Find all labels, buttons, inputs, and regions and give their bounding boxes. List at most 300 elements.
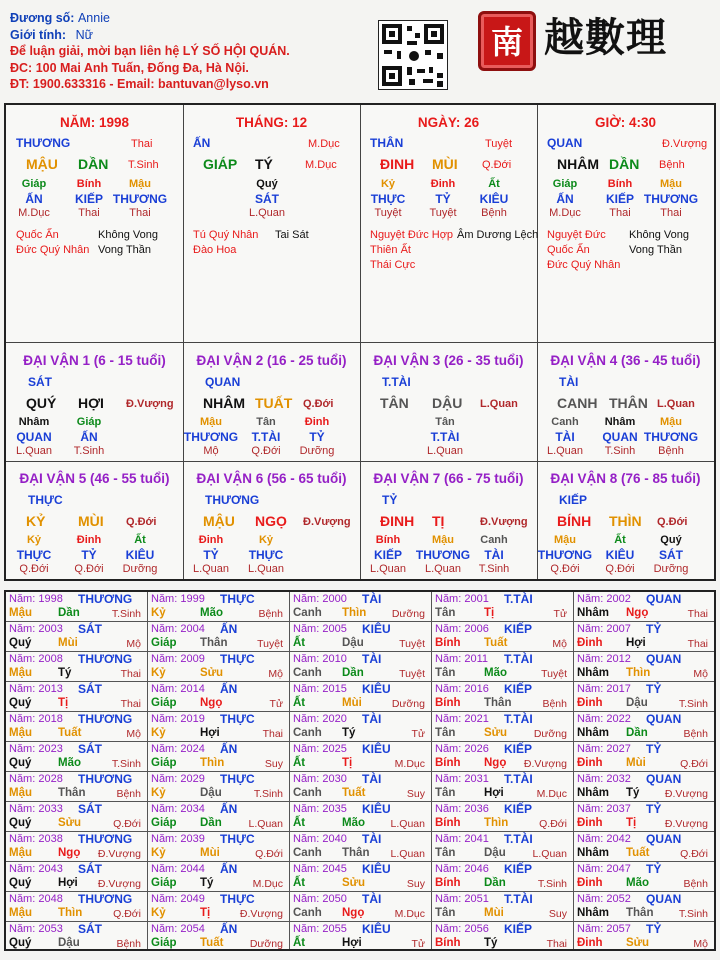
year-state: M.Dục bbox=[394, 758, 425, 770]
dai-van-star: THỰC bbox=[28, 493, 63, 507]
year-state: Dưỡng bbox=[249, 938, 283, 950]
year-star: QUAN bbox=[646, 652, 682, 666]
hidden-can: Mậu bbox=[660, 178, 682, 190]
dai-van-title: ĐẠI VẬN 8 (76 - 85 tuổi) bbox=[550, 471, 701, 486]
year-label: Năm: 2050 bbox=[293, 893, 347, 905]
brand-logo-text: 越數理 bbox=[544, 14, 667, 61]
year-chi: Sửu bbox=[484, 727, 508, 739]
year-star: QUAN bbox=[646, 892, 682, 906]
year-label: Năm: 2044 bbox=[151, 863, 205, 875]
year-star: T.TÀI bbox=[504, 712, 533, 726]
year-chi: Tị bbox=[484, 607, 495, 619]
year-cell bbox=[574, 592, 714, 622]
year-label: Năm: 2021 bbox=[435, 713, 489, 725]
dai-van-hidden-state: T.Sinh bbox=[73, 445, 105, 457]
dai-van-can: QUÝ bbox=[26, 395, 57, 411]
dai-van-title: ĐẠI VẬN 2 (16 - 25 tuổi) bbox=[196, 353, 347, 368]
year-star: QUAN bbox=[646, 592, 682, 606]
hidden-star: KIẾP bbox=[74, 192, 104, 206]
year-can: Mậu bbox=[9, 607, 32, 619]
year-cell bbox=[432, 652, 574, 682]
dai-van-phase: Đ.Vượng bbox=[303, 516, 351, 528]
hidden-can: Ất bbox=[488, 178, 500, 190]
year-can: Đinh bbox=[577, 757, 603, 769]
pillar-note-left: Nguyệt Đức Hợp bbox=[370, 229, 454, 241]
year-can: Ất bbox=[293, 757, 306, 769]
year-chi: Thân bbox=[200, 637, 228, 649]
dai-van-can: CANH bbox=[557, 395, 598, 411]
year-can: Canh bbox=[293, 787, 322, 799]
year-chi: Tị bbox=[626, 817, 637, 829]
year-chi: Thân bbox=[484, 697, 512, 709]
pillar-note-right: Vong Thần bbox=[629, 244, 683, 256]
year-chi: Mão bbox=[58, 757, 81, 769]
year-can: Bính bbox=[435, 697, 461, 709]
year-state: T.Sinh bbox=[678, 698, 708, 710]
pillar-can: ĐINH bbox=[380, 156, 415, 172]
year-can: Mậu bbox=[9, 787, 32, 799]
dai-van-hidden-can: Mậu bbox=[660, 416, 682, 428]
year-cell bbox=[574, 652, 714, 682]
year-cell bbox=[432, 832, 574, 862]
year-star: TỶ bbox=[646, 622, 662, 636]
dai-van-hidden-star: T.TÀI bbox=[430, 430, 460, 444]
year-chi: Mùi bbox=[200, 847, 220, 859]
dai-van-hidden-state: Q.Đới bbox=[19, 563, 49, 575]
year-cell bbox=[290, 832, 432, 862]
dai-van-hidden-star: THƯƠNG bbox=[415, 548, 471, 562]
pillar-note-left: Thiên Ất bbox=[370, 244, 411, 256]
year-label: Năm: 2038 bbox=[9, 833, 63, 845]
dai-van-hidden-can: Giáp bbox=[76, 416, 102, 428]
dai-van-hidden-star: TỶ bbox=[309, 430, 325, 444]
dai-van-hidden-state: Q.Đới bbox=[74, 563, 104, 575]
year-can: Nhâm bbox=[577, 727, 609, 739]
contact-phone-email: ĐT: 1900.633316 - Email: bantuvan@lyso.vn bbox=[10, 77, 269, 91]
year-star: TÀI bbox=[362, 892, 382, 906]
dai-van-hidden-star: TỶ bbox=[81, 548, 97, 562]
year-chi: Thìn bbox=[58, 907, 83, 919]
year-chi: Thân bbox=[58, 787, 86, 799]
year-can: Bính bbox=[435, 937, 461, 949]
dai-van-hidden-state: L.Quan bbox=[247, 563, 285, 575]
year-can: Canh bbox=[293, 847, 322, 859]
year-chi: Dần bbox=[484, 877, 506, 889]
hidden-can: Mậu bbox=[129, 178, 151, 190]
year-state: L.Quan bbox=[248, 818, 283, 830]
dai-van-hidden-state: L.Quan bbox=[15, 445, 53, 457]
year-cell bbox=[290, 682, 432, 712]
year-state: Đ.Vượng bbox=[239, 908, 283, 920]
year-label: Năm: 2037 bbox=[577, 803, 631, 815]
year-label: Năm: 2026 bbox=[435, 743, 489, 755]
year-can: Bính bbox=[435, 877, 461, 889]
year-can: Nhâm bbox=[577, 787, 609, 799]
year-cell bbox=[432, 682, 574, 712]
year-star: THỰC bbox=[220, 892, 255, 906]
dai-van-phase: Q.Đới bbox=[303, 398, 334, 410]
year-cell bbox=[290, 592, 432, 622]
year-star: THỰC bbox=[220, 652, 255, 666]
year-cell bbox=[574, 802, 714, 832]
pillar-note-left: Đức Quý Nhân bbox=[547, 259, 621, 271]
year-state: Tuyệt bbox=[541, 668, 567, 680]
year-star: T.TÀI bbox=[504, 832, 533, 846]
year-star: ẤN bbox=[220, 742, 238, 756]
year-label: Năm: 2016 bbox=[435, 683, 489, 695]
hidden-star: THƯƠNG bbox=[112, 192, 168, 206]
year-star: KIẾP bbox=[504, 742, 533, 756]
pillar-note-left: Đức Quý Nhân bbox=[16, 244, 90, 256]
year-star: T.TÀI bbox=[504, 592, 533, 606]
dai-van-hidden-can: Nhâm bbox=[18, 416, 50, 428]
year-chi: Tuất bbox=[484, 637, 508, 649]
year-star: KIÊU bbox=[362, 802, 391, 816]
year-label: Năm: 2009 bbox=[151, 653, 205, 665]
hidden-state: Tuyệt bbox=[374, 207, 402, 219]
year-label: Năm: 1998 bbox=[9, 593, 63, 605]
year-cell bbox=[290, 892, 432, 922]
year-star: QUAN bbox=[646, 832, 682, 846]
hidden-star: KIẾP bbox=[605, 192, 635, 206]
year-star: ẤN bbox=[220, 622, 238, 636]
year-can: Mậu bbox=[9, 667, 32, 679]
year-cell bbox=[432, 892, 574, 922]
year-star: TỶ bbox=[646, 682, 662, 696]
year-state: M.Dục bbox=[252, 878, 283, 890]
hidden-can: Bính bbox=[607, 178, 633, 190]
year-state: Q.Đới bbox=[680, 848, 708, 860]
hidden-state: Thai bbox=[78, 207, 100, 219]
year-can: Kỷ bbox=[151, 667, 166, 679]
hidden-star: THỰC bbox=[370, 192, 406, 206]
year-cell bbox=[290, 862, 432, 892]
year-star: TÀI bbox=[362, 592, 382, 606]
hidden-state: Thai bbox=[609, 207, 631, 219]
year-chi: Tuất bbox=[58, 727, 82, 739]
year-cell bbox=[148, 712, 290, 742]
dai-van-hidden-can: Kỷ bbox=[26, 534, 42, 546]
pillar-note-right: Vong Thần bbox=[98, 244, 152, 256]
hidden-star: THƯƠNG bbox=[643, 192, 699, 206]
year-label: Năm: 2018 bbox=[9, 713, 63, 725]
year-cell bbox=[148, 742, 290, 772]
year-cell bbox=[574, 862, 714, 892]
year-label: Năm: 2004 bbox=[151, 623, 205, 635]
hidden-can: Đinh bbox=[430, 178, 456, 190]
year-can: Ất bbox=[293, 697, 306, 709]
pillar-can-star: THƯƠNG bbox=[16, 136, 71, 150]
dai-van-hidden-star: THỰC bbox=[248, 548, 284, 562]
year-star: SÁT bbox=[78, 862, 102, 876]
year-cell bbox=[148, 802, 290, 832]
dai-van-hidden-can: Ất bbox=[134, 534, 146, 546]
year-can: Đinh bbox=[577, 877, 603, 889]
year-chi: Tị bbox=[342, 757, 353, 769]
year-label: Năm: 2029 bbox=[151, 773, 205, 785]
dai-van-can: NHÂM bbox=[203, 395, 245, 411]
year-can: Quý bbox=[9, 877, 32, 889]
year-star: QUAN bbox=[646, 772, 682, 786]
year-star: THƯƠNG bbox=[78, 712, 133, 726]
year-can: Canh bbox=[293, 727, 322, 739]
dai-van-hidden-can: Canh bbox=[480, 534, 508, 546]
year-star: TỶ bbox=[646, 742, 662, 756]
gender-value: Nữ bbox=[75, 27, 93, 42]
year-cell bbox=[290, 742, 432, 772]
year-chi: Dậu bbox=[484, 847, 506, 859]
dai-van-hidden-can: Kỷ bbox=[258, 534, 274, 546]
annual-luck-table bbox=[4, 590, 716, 951]
year-chi: Tuất bbox=[200, 937, 224, 949]
year-state: Tử bbox=[269, 698, 283, 710]
pillar-can-star: THÂN bbox=[370, 136, 404, 150]
year-chi: Thìn bbox=[342, 607, 367, 619]
year-can: Ất bbox=[293, 637, 306, 649]
pillar-note-right: Âm Dương Lệch bbox=[457, 229, 539, 241]
year-chi: Tý bbox=[342, 727, 356, 739]
year-state: Tử bbox=[411, 728, 425, 740]
year-chi: Hợi bbox=[200, 727, 220, 739]
pillar-chi: TÝ bbox=[255, 156, 273, 172]
year-state: Q.Đới bbox=[539, 818, 567, 830]
dai-van-hidden-can: Bính bbox=[375, 534, 401, 546]
row-divider bbox=[6, 461, 714, 462]
year-chi: Dậu bbox=[342, 637, 364, 649]
year-chi: Dậu bbox=[58, 937, 80, 949]
year-label: Năm: 2031 bbox=[435, 773, 489, 785]
year-can: Canh bbox=[293, 667, 322, 679]
contact-address: ĐC: 100 Mai Anh Tuấn, Đống Đa, Hà Nội. bbox=[10, 60, 249, 75]
year-state: Tuyệt bbox=[257, 638, 283, 650]
year-chi: Tuất bbox=[626, 847, 650, 859]
year-can: Giáp bbox=[151, 757, 177, 769]
dai-van-star: QUAN bbox=[205, 375, 241, 389]
year-cell bbox=[290, 922, 432, 949]
year-label: Năm: 2025 bbox=[293, 743, 347, 755]
pillar-chi-star: Thai bbox=[131, 138, 153, 150]
year-label: Năm: 2005 bbox=[293, 623, 347, 635]
dai-van-hidden-star: SÁT bbox=[659, 548, 683, 562]
year-chi: Hợi bbox=[484, 787, 504, 799]
year-cell bbox=[6, 742, 148, 772]
year-can: Tân bbox=[435, 787, 456, 799]
pillar-title: NGÀY: 26 bbox=[417, 115, 480, 130]
dai-van-hidden-star: T.TÀI bbox=[251, 430, 281, 444]
year-star: TỶ bbox=[646, 862, 662, 876]
year-state: Q.Đới bbox=[113, 818, 141, 830]
dai-van-hidden-can: Canh bbox=[551, 416, 579, 428]
year-state: Bệnh bbox=[258, 608, 283, 620]
dai-van-phase: L.Quan bbox=[657, 398, 695, 410]
year-chi: Mão bbox=[484, 667, 507, 679]
year-label: Năm: 2007 bbox=[577, 623, 631, 635]
year-label: Năm: 2032 bbox=[577, 773, 631, 785]
year-cell bbox=[148, 652, 290, 682]
dai-van-can: ĐINH bbox=[380, 513, 415, 529]
dai-van-hidden-state: Bệnh bbox=[658, 445, 684, 457]
year-state: L.Quan bbox=[390, 818, 425, 830]
red-seal-logo: 南 bbox=[478, 11, 536, 71]
year-can: Quý bbox=[9, 757, 32, 769]
year-label: Năm: 2051 bbox=[435, 893, 489, 905]
year-star: THỰC bbox=[220, 712, 255, 726]
year-chi: Dậu bbox=[200, 787, 222, 799]
pillar-can-star: QUAN bbox=[547, 136, 583, 150]
year-state: T.Sinh bbox=[678, 908, 708, 920]
owner-label: Đương số: bbox=[10, 11, 75, 25]
year-can: Tân bbox=[435, 847, 456, 859]
dai-van-star: KIẾP bbox=[559, 493, 588, 507]
year-star: T.TÀI bbox=[504, 892, 533, 906]
year-chi: Sửu bbox=[58, 817, 82, 829]
year-can: Bính bbox=[435, 757, 461, 769]
year-can: Quý bbox=[9, 637, 32, 649]
dai-van-hidden-can: Tân bbox=[435, 416, 455, 428]
year-can: Canh bbox=[293, 907, 322, 919]
dai-van-chi: HỢI bbox=[78, 395, 104, 411]
dai-van-hidden-star: KIẾP bbox=[373, 548, 403, 562]
pillar-chi-phase: Q.Đới bbox=[482, 159, 512, 171]
dai-van-hidden-can: Tân bbox=[256, 416, 276, 428]
year-can: Ất bbox=[293, 937, 306, 949]
year-label: Năm: 2036 bbox=[435, 803, 489, 815]
year-chi: Ngọ bbox=[626, 607, 649, 619]
year-chi: Mão bbox=[626, 877, 649, 889]
dai-van-can: MẬU bbox=[203, 513, 235, 529]
year-chi: Mão bbox=[200, 607, 223, 619]
hidden-can: Quý bbox=[256, 178, 278, 190]
year-state: Dưỡng bbox=[533, 728, 567, 740]
year-label: Năm: 2013 bbox=[9, 683, 63, 695]
year-can: Đinh bbox=[577, 937, 603, 949]
year-label: Năm: 2030 bbox=[293, 773, 347, 785]
year-cell bbox=[6, 802, 148, 832]
year-state: Suy bbox=[548, 908, 567, 920]
year-state: Thai bbox=[120, 698, 141, 710]
pillar-chi-phase: M.Dục bbox=[305, 159, 337, 171]
year-cell bbox=[574, 772, 714, 802]
year-state: Thai bbox=[262, 728, 283, 740]
year-label: Năm: 2034 bbox=[151, 803, 205, 815]
year-cell bbox=[432, 802, 574, 832]
year-cell bbox=[148, 682, 290, 712]
year-state: Thai bbox=[546, 938, 567, 950]
year-cell bbox=[148, 772, 290, 802]
year-star: KIẾP bbox=[504, 922, 533, 936]
year-star: KIẾP bbox=[504, 802, 533, 816]
year-label: Năm: 2008 bbox=[9, 653, 63, 665]
dai-van-can: BÍNH bbox=[557, 513, 592, 529]
year-label: Năm: 2006 bbox=[435, 623, 489, 635]
year-state: Dưỡng bbox=[391, 698, 425, 710]
year-star: KIẾP bbox=[504, 682, 533, 696]
year-can: Kỷ bbox=[151, 907, 166, 919]
year-label: Năm: 2011 bbox=[435, 653, 488, 665]
year-label: Năm: 2052 bbox=[577, 893, 631, 905]
year-star: THƯƠNG bbox=[78, 892, 133, 906]
pillar-can-star: ẤN bbox=[193, 136, 211, 150]
dai-van-can: KỶ bbox=[26, 513, 46, 529]
year-chi: Dậu bbox=[626, 697, 648, 709]
pillar-note-left: Nguyệt Đức bbox=[547, 229, 606, 241]
year-chi: Mùi bbox=[58, 637, 78, 649]
year-state: Suy bbox=[264, 758, 283, 770]
hidden-star: SÁT bbox=[255, 192, 279, 206]
year-can: Giáp bbox=[151, 817, 177, 829]
pillar-can: NHÂM bbox=[557, 156, 599, 172]
year-cell bbox=[148, 622, 290, 652]
dai-van-hidden-state: Dưỡng bbox=[653, 563, 689, 575]
hidden-can: Bính bbox=[76, 178, 102, 190]
dai-van-hidden-state: Q.Đới bbox=[605, 563, 635, 575]
year-cell bbox=[290, 622, 432, 652]
year-state: Mộ bbox=[693, 668, 708, 680]
year-label: Năm: 2003 bbox=[9, 623, 63, 635]
gender-label: Giới tính: bbox=[10, 27, 67, 42]
dai-van-hidden-state: Dưỡng bbox=[299, 445, 335, 457]
year-state: M.Dục bbox=[394, 908, 425, 920]
year-star: THƯƠNG bbox=[78, 592, 133, 606]
hidden-state: M.Dục bbox=[18, 207, 50, 219]
row-divider bbox=[6, 342, 714, 343]
year-star: THỰC bbox=[220, 772, 255, 786]
dai-van-hidden-state: L.Quan bbox=[426, 445, 464, 457]
year-chi: Sửu bbox=[626, 937, 650, 949]
year-can: Mậu bbox=[9, 727, 32, 739]
dai-van-phase: Q.Đới bbox=[126, 516, 157, 528]
year-label: Năm: 2002 bbox=[577, 593, 631, 605]
year-star: T.TÀI bbox=[504, 772, 533, 786]
dai-van-hidden-state: Dưỡng bbox=[122, 563, 158, 575]
year-label: Năm: 2028 bbox=[9, 773, 63, 785]
year-label: Năm: 2042 bbox=[577, 833, 631, 845]
year-chi: Ngọ bbox=[342, 907, 365, 919]
year-label: Năm: 2024 bbox=[151, 743, 205, 755]
year-chi: Hợi bbox=[626, 637, 646, 649]
year-chi: Thìn bbox=[200, 757, 225, 769]
hidden-state: Bệnh bbox=[481, 207, 507, 219]
year-cell bbox=[148, 862, 290, 892]
dai-van-title: ĐẠI VẬN 4 (36 - 45 tuổi) bbox=[550, 353, 701, 368]
year-state: T.Sinh bbox=[111, 758, 141, 770]
dai-van-hidden-star: TỶ bbox=[203, 548, 219, 562]
pillar-title: GIỜ: 4:30 bbox=[594, 115, 657, 130]
year-chi: Tị bbox=[200, 907, 211, 919]
pillar-note-left: Đào Hoa bbox=[193, 244, 237, 256]
year-state: Bệnh bbox=[683, 728, 708, 740]
year-state: T.Sinh bbox=[253, 788, 283, 800]
year-chi: Ngọ bbox=[484, 757, 507, 769]
year-can: Kỷ bbox=[151, 607, 166, 619]
year-star: KIÊU bbox=[362, 922, 391, 936]
year-cell bbox=[432, 772, 574, 802]
dai-van-phase: Q.Đới bbox=[657, 516, 688, 528]
pillar-note-right: Không Vong bbox=[98, 229, 158, 241]
year-can: Nhâm bbox=[577, 607, 609, 619]
year-cell bbox=[432, 622, 574, 652]
year-star: KIÊU bbox=[362, 682, 391, 696]
year-chi: Sửu bbox=[200, 667, 224, 679]
pillar-chi: MÙI bbox=[432, 156, 458, 172]
year-chi: Mùi bbox=[484, 907, 504, 919]
year-chi: Tý bbox=[200, 877, 214, 889]
year-cell bbox=[432, 712, 574, 742]
year-can: Tân bbox=[435, 667, 456, 679]
year-can: Giáp bbox=[151, 637, 177, 649]
year-label: Năm: 2022 bbox=[577, 713, 631, 725]
year-star: SÁT bbox=[78, 802, 102, 816]
